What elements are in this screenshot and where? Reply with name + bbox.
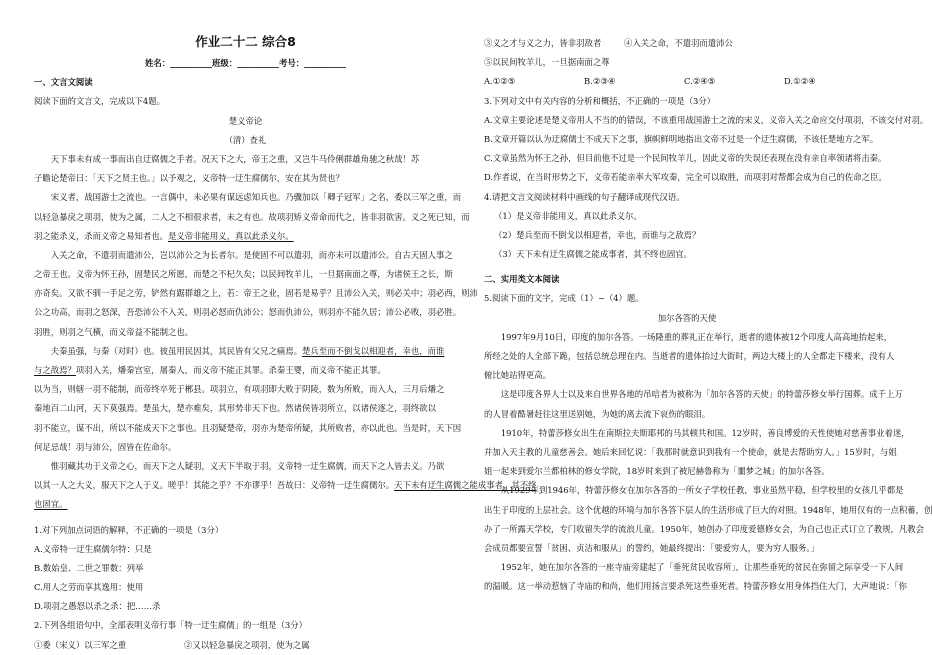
paragraph-line: 的温暖。这一举动惹恼了寺庙的和尚，他们用扬言要杀死这些垂死者。特蕾莎修女用身体挡住大门，大声地说：「你 — [484, 581, 907, 592]
paragraph-line: 入关之命，不遣羽而遣沛公，岂以沛公之为长者尔。是使固不可以遣羽，而亦未可以遣沛公。自古天固人事之 — [50, 249, 453, 260]
paragraph-line: 羽不能立，谋不出，所以不能成天下之事也。且羽疑楚帝，羽亦为楚帝所疑，其所败者，亦以此也。当是时，天下因 — [34, 422, 462, 433]
underlined-sentence: 是义帝非能用义，真以此杀义尔。 — [168, 230, 294, 241]
choice-c: C.②④⑤ — [684, 76, 716, 87]
paragraph-line: 羽胜，则羽之气横，而义帝益不能制之也。 — [34, 326, 194, 337]
choice-d: D.①②④ — [784, 76, 816, 87]
paragraph-line: 从1929年到1946年，特蕾莎修女在加尔各答的一所女子学校任教，事业虽然平稳，但学校里的女孩几乎都是 — [500, 485, 904, 496]
paragraph-line: 之帝王也。义帝为怀王孙，固楚民之所愿，而楚之不杞久矣；以民间牧羊儿，一旦据南面之尊，为诸侯王之长，斯 — [34, 269, 453, 280]
paragraph-line: 1997年9月10日，印度的加尔各答。一场隆重的葬礼正在举行，逝者的遗体被12个印度人高高地抬起来， — [500, 331, 893, 342]
underlined-sentence: 与之敌焉？ — [34, 365, 76, 375]
section-heading: 二、实用类文本阅读 — [484, 274, 560, 285]
option-item: ①委（宋义）以三军之重 — [34, 639, 127, 650]
text-span: 以其一人之大义，服天下之人于义。嗟乎！其能之乎？不亦谬乎！吾故曰：义帝特一迂生腐儒尔。 — [34, 480, 395, 491]
option-line: A.义帝特一迂生腐儒尔特：只是 — [34, 543, 152, 554]
underlined-sentence: 天下未有迂生腐儒之能成事者，其不终 — [394, 480, 537, 491]
paragraph-line: 惟羽藏其功于义帝之心，而天下之人疑羽，义天下半取于羽，义帝特一迂生腐儒，而天下之人皆去义。乃欲 — [50, 460, 445, 471]
paragraph-line: 以为当，则辖一羽不能制，而帝终卒死于郴县。项羽立，有项羽即大败于阴陵，数为所败，而入人，三月后燔之 — [34, 384, 445, 395]
paragraph-line: 亦奇矣。又欲不驯一手足之劳，铲然有踞群雄之上，若：帝王之业，固若是易乎？且沛公入关，则必关中；羽必西，则沛 — [34, 288, 478, 299]
paragraph-line: 这是印度各界人士以及来自世界各地的吊唁者为被称为「加尔各答的天使」的特蕾莎修女举行国葬。成千上万 — [500, 389, 903, 400]
paragraph-line — [34, 227, 457, 246]
option-line: B.文章开篇以认为迂腐儒士不成天下之事，旗帜鲜明地指出文帝不过是一个迂生腐儒，不该任楚地方之军。 — [484, 133, 879, 144]
paragraph-line: 子瞻论楚帝曰：「天下之贤主也。」以予观之，义帝特一迂生腐儒尔，安在其为贤也？ — [34, 173, 344, 184]
text-span: 羽之能杀义，杀而义帝之易知者也。 — [34, 230, 168, 241]
question-line: 2.下列各组语句中，全部表明义帝行事「特一迂生腐儒」的一组是（3分） — [34, 620, 307, 631]
question-line: 5.阅读下面的文字，完成（1）~（4）题。 — [484, 293, 644, 304]
translation-item: （2）楚兵至而不倒戈以相迎者，幸也，而谁与之敌焉？ — [494, 229, 701, 240]
paragraph-line: 的人冒着酷暑赶往这里送别她，为她的离去流下哀伤的眼泪。 — [484, 408, 711, 419]
option-item: ②又以轻急暴戾之项羽，使为之属 — [184, 639, 310, 650]
paragraph-line: 1952年，她在加尔各答的一座寺庙旁建起了「垂死贫民收容所」，让那些垂死的贫民在弥留之际享受一下人间 — [500, 562, 904, 573]
option-line: B.数始皇、二世之罪数：列举 — [34, 562, 144, 573]
paragraph-line: 天下事未有成一事而出自迂腐儒之手者。况天下之大，帝王之重，又岂牛马伶俐群雄角驰之秋哉！苏 — [50, 153, 420, 164]
paragraph-line: 公之功高，而羽之怒深，吾恐沛公不入关，则羽必怒而仇沛公；怒而仇沛公，则羽亦不能久居；沛公必败，羽必胜。 — [34, 307, 462, 318]
essay-author: （清）查礼 — [224, 134, 267, 145]
option-line — [34, 636, 457, 655]
instruction-text: 阅读下面的文言文，完成以下4题。 — [34, 96, 165, 107]
paragraph-line: 出生于印度的上层社会。这个优越的环境与加尔各答下层人的生活形成了巨大的对照。1948年，她用仅有的一点积蓄，创 — [484, 504, 932, 515]
option-line: C.用人之劳而享其逸用：使用 — [34, 582, 144, 593]
paragraph-line: 俯比她站得更高。 — [484, 370, 551, 381]
essay-title: 楚义帝论 — [228, 115, 263, 126]
translation-item: （1）是义帝非能用义，真以此杀义尔。 — [494, 210, 642, 221]
paragraph-line: 秦地百二山河，天下莫强焉。楚虽大，楚亦难矣，其形势非天下也。然诸侯皆羽所立，以诸侯逐之，羽终欲以 — [34, 403, 436, 414]
right-column — [484, 30, 932, 596]
option-line — [484, 34, 890, 53]
paragraph-line: 1910年，特蕾莎修女出生在南斯拉夫斯耶邦的马其顿共和国。12岁时，善良博爱的天性使她对慈善事业着迷， — [500, 427, 910, 438]
section-heading: 一、文言文阅读 — [34, 77, 93, 88]
option-item: ③义之才与义之力，皆非羽敌者 — [484, 38, 602, 48]
text-span: 项羽入关，燔秦宫室，屠秦人，而义帝不能正其罪。杀秦王婴，而义帝不能正其罪。 — [75, 365, 386, 375]
underlined-sentence: 楚兵至而不倒戈以相迎者，幸也，而谁 — [302, 345, 445, 356]
underlined-sentence: 也固宜。 — [34, 499, 68, 510]
paragraph-line: 办了一所露天学校，专门收留失学的流浪儿童。1950年，她创办了印度爱德修女会，为自己也正式订立了教规，凡教会 — [484, 523, 925, 534]
paragraph-line: 会成员都要宣誓「贫困、贞洁和服从」的誓约，她最终提出：「要爱穷人，要为穷人服务。」 — [484, 542, 819, 553]
essay-title: 加尔各答的天使 — [657, 312, 717, 323]
paragraph-line: 并加入天主教的儿童慈善会。她后来回忆说：「我那时就意识到我有一个使命，就是去帮助穷人。」15岁时，与姐 — [484, 446, 897, 457]
option-line: D.作者说，在当时形势之下，义帝若能亲率大军攻秦，完全可以取胜，而项羽对帮都会成为自己的佐命之臣。 — [484, 172, 887, 183]
paragraph-line: 何足忌哉！羽与沛公，固皆在佐命尔。 — [34, 441, 177, 452]
paragraph-line: 以轻急暴戾之项羽，使为之属，二人之不相很求者，未之有也。故项羽矫义帝命而代之，皆非羽欲害。义之死已知，而 — [34, 211, 470, 222]
paragraph-line — [34, 476, 537, 495]
option-line: D.项羽之愚怒以杀之杀：把……杀 — [34, 601, 161, 612]
paragraph-line: 宋义者，战国游士之流也。一言偶中，未必果有谋远虑知兵也。乃骤加以「卿子冠军」之名，委以三军之重，而 — [50, 192, 462, 203]
paragraph-line: 所经之处的人全部下跪，包括总统总理在内。当逝者的遗体抬过大街时，两边大楼上的人全都走下楼来，没有人 — [484, 351, 895, 361]
paragraph-line — [34, 342, 457, 361]
option-item: ④入关之命，不遣羽而遣沛公 — [624, 38, 733, 48]
paragraph-line: 姐一起来到爱尔兰都柏林的修女学院，18岁时来到了被尼赫鲁称为「噩梦之城」的加尔各答。 — [484, 466, 830, 477]
option-line: ⑤以民间牧羊儿，一旦据南面之尊 — [484, 57, 610, 68]
text-span: 夫秦虽强，与秦（对时）也。彼虽用民因其，其民皆有父兄之痛焉。 — [50, 345, 303, 356]
page-title: 作业二十二 综合8 — [195, 34, 296, 49]
option-line: C.文章虽然为怀王之孙，但目前他不过是一个民间牧羊儿，因此义帝的失误还表现在没有亲自率领诸将击秦。 — [484, 153, 887, 164]
student-info-line: 姓名：__________班级：__________考号：__________ — [145, 58, 346, 68]
question-line: 1.对下列加点词语的解释，不正确的一项是（3分） — [34, 524, 224, 535]
translation-item: （3）天下未有迂生腐儒之能成事者，其不终也固宜。 — [494, 249, 692, 260]
choice-b: B.②③④ — [584, 76, 616, 87]
choice-a: A.①②⑤ — [484, 76, 516, 87]
option-line: A.文章主要论述是楚义帝用人不当的的错误，不该重用战国游士之流的宋义，义帝入关之命应交付项羽，不该交付对羽。 — [484, 114, 929, 125]
paragraph-line — [34, 495, 457, 514]
question-line: 3.下列对文中有关内容的分析和概括，不正确的一项是（3分） — [484, 95, 716, 106]
paragraph-line — [34, 361, 457, 380]
question-line: 4.请把文言文阅读材料中画线的句子翻译成现代汉语。 — [484, 191, 685, 202]
choices-line — [484, 72, 890, 91]
